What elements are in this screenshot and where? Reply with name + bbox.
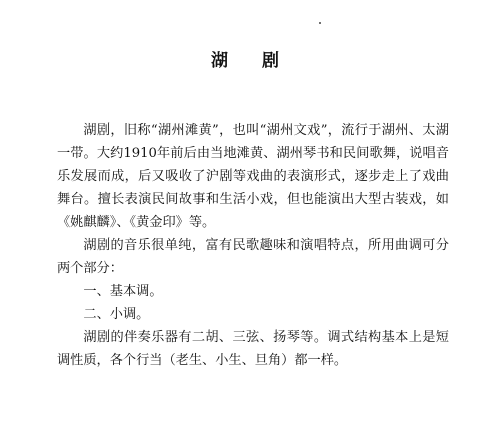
list-item-minor-tune: 二、小调。 — [83, 307, 150, 322]
body-text — [57, 119, 449, 372]
list-item-basic-tune: 一、基本调。 — [83, 284, 163, 299]
scan-speck — [319, 22, 321, 24]
paragraph-music: 湖剧的音乐很单纯，富有民歌趣味和演唱特点，所用曲调可分两个部分： — [57, 238, 449, 276]
paragraph-instruments: 湖剧的伴奏乐器有二胡、三弦、扬琴等。调式结构基本上是短调性质，各个行当（老生、小生、旦角）都一样。 — [57, 330, 449, 368]
paragraph-intro: 湖剧，旧称“湖州滩黄”，也叫“湖州文戏”，流行于湖州、太湖一带。大约1910年前后由当地滩黄、湖州琴书和民间歌舞，说唱音乐发展而成，后又吸收了沪剧等戏曲的表演形式，逐步走上了戏曲舞台。擅长表演民间故事和生活小戏，但也能演出大型古装戏，如《姚麒麟》、《黄金印》等。 — [57, 123, 449, 230]
page-title: 湖 剧 — [211, 51, 293, 71]
